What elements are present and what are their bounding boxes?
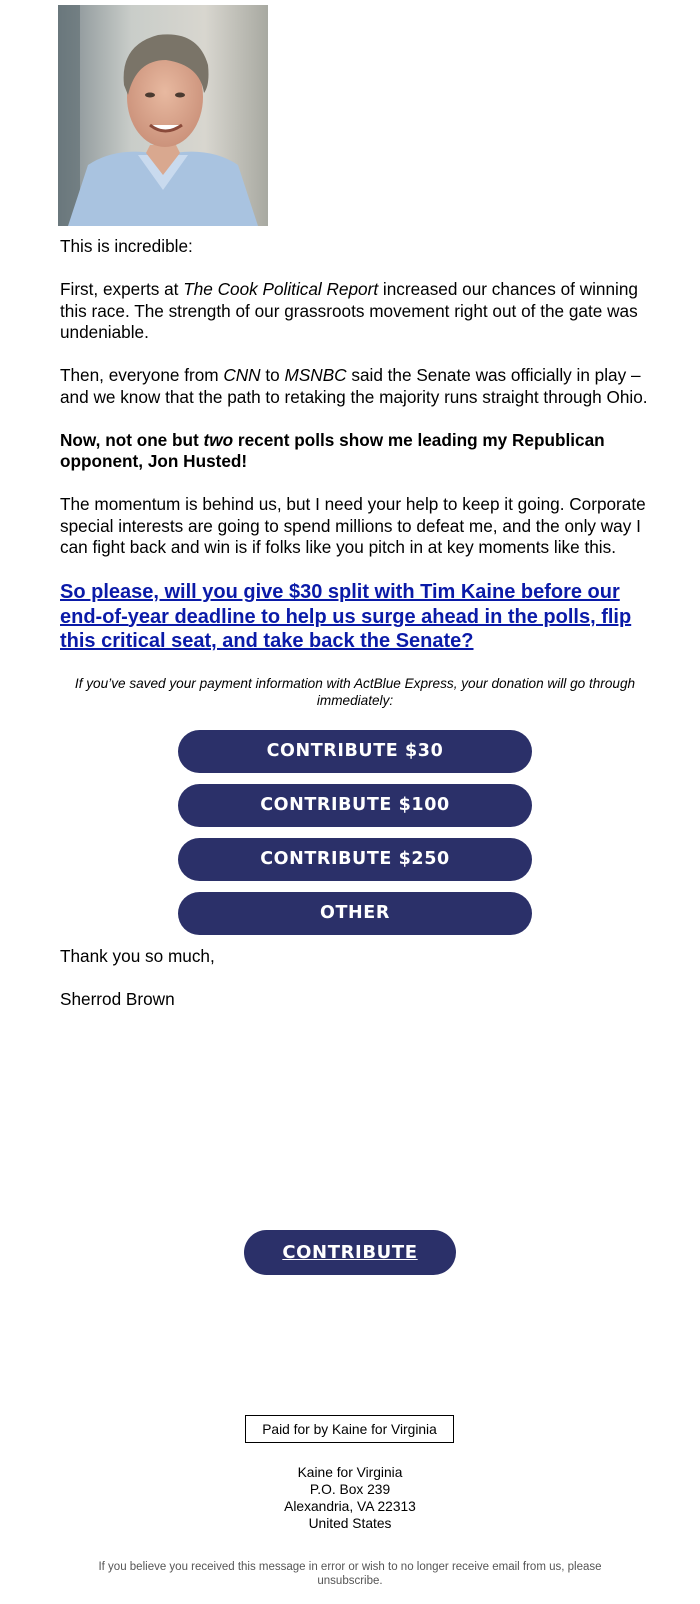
address-po-box: P.O. Box 239 [309, 1482, 391, 1497]
contribute-30-button[interactable]: CONTRIBUTE $30 [178, 730, 532, 773]
address-org: Kaine for Virginia [297, 1465, 403, 1480]
paragraph-momentum: The momentum is behind us, but I need your help to keep it going. Corporate special interests are going to spend millions to defeat me, and the only way I can fight back and win is if folks like you pitch in at key moments like this. [60, 494, 646, 557]
paragraph-cook: First, experts at The Cook Political Report increased our chances of winning this race. The strength of our grassroots movement right out of the gate was undeniable. [60, 279, 638, 342]
paragraph-media: Then, everyone from CNN to MSNBC said the Senate was officially in play – and we know that the path to retaking the majority runs straight through Ohio. [60, 365, 648, 407]
intro-text: This is incredible: [60, 236, 193, 256]
donate-cta-link[interactable]: So please, will you give $30 split with Tim Kaine before our end-of-year deadline to help us surge ahead in the polls, flip this critical seat, and take back the Senate? [60, 581, 632, 652]
contribute-button[interactable]: CONTRIBUTE [244, 1230, 456, 1275]
paid-for-disclaimer: Paid for by Kaine for Virginia [245, 1415, 454, 1443]
actblue-express-note: If you’ve saved your payment information with ActBlue Express, your donation will go through immediately: [74, 675, 636, 708]
address-city: Alexandria, VA 22313 [284, 1499, 416, 1514]
candidate-photo [58, 5, 268, 226]
thanks-text: Thank you so much, [60, 946, 215, 966]
contribute-other-button[interactable]: OTHER [178, 892, 532, 935]
signature: Sherrod Brown [60, 989, 175, 1009]
email-body [60, 236, 650, 1032]
paragraph-polls: Now, not one but two recent polls show me leading my Republican opponent, Jon Husted! [60, 429, 605, 471]
contribute-250-button[interactable]: CONTRIBUTE $250 [178, 838, 532, 881]
unsubscribe-notice[interactable]: If you believe you received this message in error or wish to no longer receive email from us, please unsubscribe. [98, 1561, 602, 1587]
contribute-100-button[interactable]: CONTRIBUTE $100 [178, 784, 532, 827]
address-country: United States [308, 1516, 392, 1531]
mailing-address [0, 1464, 700, 1532]
